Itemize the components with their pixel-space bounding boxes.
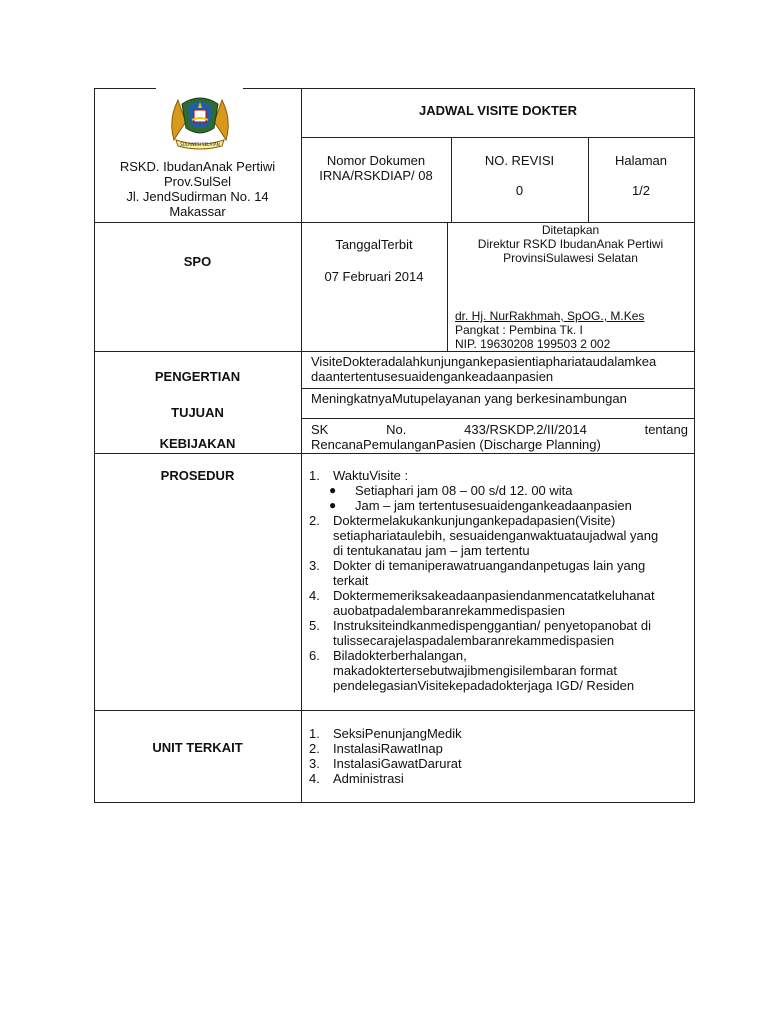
unit-terkait-list	[309, 726, 691, 786]
row-divider-kebijakan	[301, 418, 695, 419]
unit-item	[309, 741, 691, 756]
row-divider-prosedur	[94, 453, 695, 454]
unit-text: SeksiPenunjangMedik	[333, 726, 462, 741]
prosedur-continuation	[309, 663, 691, 678]
border-right	[694, 88, 695, 803]
prosedur-num: 1.	[309, 468, 320, 483]
prosedur-num: 2.	[309, 513, 320, 528]
prosedur-continuation	[309, 678, 691, 693]
revision-label: NO. REVISI	[484, 153, 555, 168]
prosedur-subitem	[309, 498, 691, 513]
kebijakan-word-3: 433/RSKDP.2/II/2014	[464, 422, 587, 437]
prosedur-text: pendelegasianVisitekepadadokterjaga IGD/ Residen	[333, 678, 635, 693]
logo-banner-text: SULAWESI SELATAN	[180, 142, 220, 147]
document-title: JADWAL VISITE DOKTER	[419, 103, 577, 118]
doc-number-label: Nomor Dokumen	[326, 153, 426, 168]
pengertian-text	[311, 354, 689, 384]
org-line-4: Makassar	[169, 204, 226, 219]
doc-number-value: IRNA/RSKDIAP/ 08	[319, 168, 433, 183]
pengertian-line-1: VisiteDokteradalahkunjungankepasientiaphariataudalamkea	[311, 354, 657, 369]
spo-label: SPO	[183, 254, 212, 269]
unit-text: InstalasiRawatInap	[333, 741, 443, 756]
border-top-left	[94, 88, 156, 89]
row-divider-pengertian	[94, 351, 695, 352]
column-divider	[301, 88, 302, 803]
prosedur-text: terkait	[333, 573, 369, 588]
prosedur-num: 5.	[309, 618, 320, 633]
prosedur-item	[309, 513, 691, 528]
prosedur-text: Instruksiteindkanmedispenggantian/ penyetopanobat di	[333, 618, 652, 633]
issue-date-value: 07 Februari 2014	[324, 269, 424, 284]
bullet-icon: ●	[329, 483, 337, 497]
unit-item	[309, 726, 691, 741]
unit-num: 4.	[309, 771, 320, 786]
bullet-icon: ●	[329, 498, 337, 512]
prosedur-num: 4.	[309, 588, 320, 603]
row-divider-unit	[94, 710, 695, 711]
kebijakan-label: KEBIJAKAN	[159, 436, 236, 451]
kebijakan-word-4: tentang	[644, 422, 688, 437]
approver-title-1: Direktur RSKD IbudanAnak Pertiwi	[477, 237, 664, 251]
doc-number-cell	[301, 153, 451, 183]
unit-text: InstalasiGawatDarurat	[333, 756, 462, 771]
revision-cell	[451, 153, 588, 198]
unit-terkait-label: UNIT TERKAIT	[152, 740, 243, 755]
border-bottom	[94, 802, 695, 803]
kebijakan-word-1: SK	[311, 422, 329, 437]
approved-label: Ditetapkan	[541, 223, 600, 237]
revision-value: 0	[515, 183, 524, 198]
tujuan-text: MeningkatnyaMutupelayanan yang berkesinambungan	[311, 391, 627, 406]
prosedur-num: 6.	[309, 648, 320, 663]
prosedur-num: 3.	[309, 558, 320, 573]
page-cell	[588, 153, 694, 198]
prosedur-item	[309, 468, 691, 483]
prosedur-text: tulissecarajelaspadalembaranrekammedispasien	[333, 633, 615, 648]
prosedur-text: auobatpadalembaranrekammedispasien	[333, 603, 565, 618]
prosedur-subtext: Jam – jam tertentusesuaidengankeadaanpasien	[355, 498, 632, 513]
prosedur-continuation	[309, 543, 691, 558]
organization-address	[94, 159, 301, 219]
prosedur-text: Doktermelakukankunjungankepadapasien(Visite)	[333, 513, 616, 528]
tujuan-label: TUJUAN	[171, 405, 224, 420]
prosedur-continuation	[309, 573, 691, 588]
kebijakan-line-1	[311, 422, 688, 437]
prosedur-item	[309, 648, 691, 663]
prosedur-text: Biladokterberhalangan,	[333, 648, 467, 663]
approver-details	[455, 309, 644, 351]
prosedur-item	[309, 618, 691, 633]
approval-block	[447, 223, 694, 265]
prosedur-label: PROSEDUR	[160, 468, 235, 483]
prosedur-continuation	[309, 528, 691, 543]
prosedur-text: setiaphariataulebih, sesuaidenganwaktuataujadwal yang	[333, 528, 659, 543]
prosedur-subtext: Setiaphari jam 08 – 00 s/d 12. 00 wita	[355, 483, 573, 498]
prosedur-text: Dokter di temaniperawatruangandanpetugas lain yang	[333, 558, 646, 573]
unit-num: 2.	[309, 741, 320, 756]
page-value: 1/2	[631, 183, 651, 198]
approver-rank: Pangkat : Pembina Tk. I	[455, 323, 583, 337]
unit-num: 3.	[309, 756, 320, 771]
org-line-1: RSKD. IbudanAnak Pertiwi	[119, 159, 276, 174]
unit-num: 1.	[309, 726, 320, 741]
prosedur-list	[309, 468, 691, 693]
prosedur-text: WaktuVisite :	[333, 468, 409, 483]
issue-date-label: TanggalTerbit	[335, 237, 413, 252]
row-divider-tujuan	[301, 388, 695, 389]
prosedur-text: di tentukanatau jam – jam tertentu	[333, 543, 530, 558]
prosedur-text: makadoktertersebutwajibmengisilembaran format	[333, 663, 617, 678]
prosedur-text: Doktermemeriksakeadaanpasiendanmencatatkeluhanat	[333, 588, 655, 603]
border-top-right	[243, 88, 695, 89]
coat-of-arms-logo	[166, 90, 234, 150]
org-line-2: Prov.SulSel	[164, 174, 231, 189]
prosedur-continuation	[309, 633, 691, 648]
pengertian-line-2: daantertentusesuaidengankeadaanpasien	[311, 369, 554, 384]
prosedur-continuation	[309, 603, 691, 618]
approver-nip: NIP. 19630208 199503 2 002	[455, 337, 611, 351]
kebijakan-line-2: RencanaPemulanganPasien (Discharge Planning)	[311, 437, 601, 452]
unit-text: Administrasi	[333, 771, 404, 786]
page-label: Halaman	[614, 153, 668, 168]
prosedur-item	[309, 588, 691, 603]
header-divider	[301, 137, 695, 138]
approver-name: dr. Hj. NurRakhmah, SpOG., M.Kes	[455, 309, 645, 323]
kebijakan-word-2: No.	[386, 422, 407, 437]
unit-item	[309, 756, 691, 771]
unit-item	[309, 771, 691, 786]
approver-title-2: ProvinsiSulawesi Selatan	[503, 251, 638, 265]
org-line-3: Jl. JendSudirman No. 14	[126, 189, 269, 204]
issue-date-cell	[301, 237, 447, 284]
prosedur-item	[309, 558, 691, 573]
pengertian-label: PENGERTIAN	[154, 369, 241, 384]
prosedur-subitem	[309, 483, 691, 498]
